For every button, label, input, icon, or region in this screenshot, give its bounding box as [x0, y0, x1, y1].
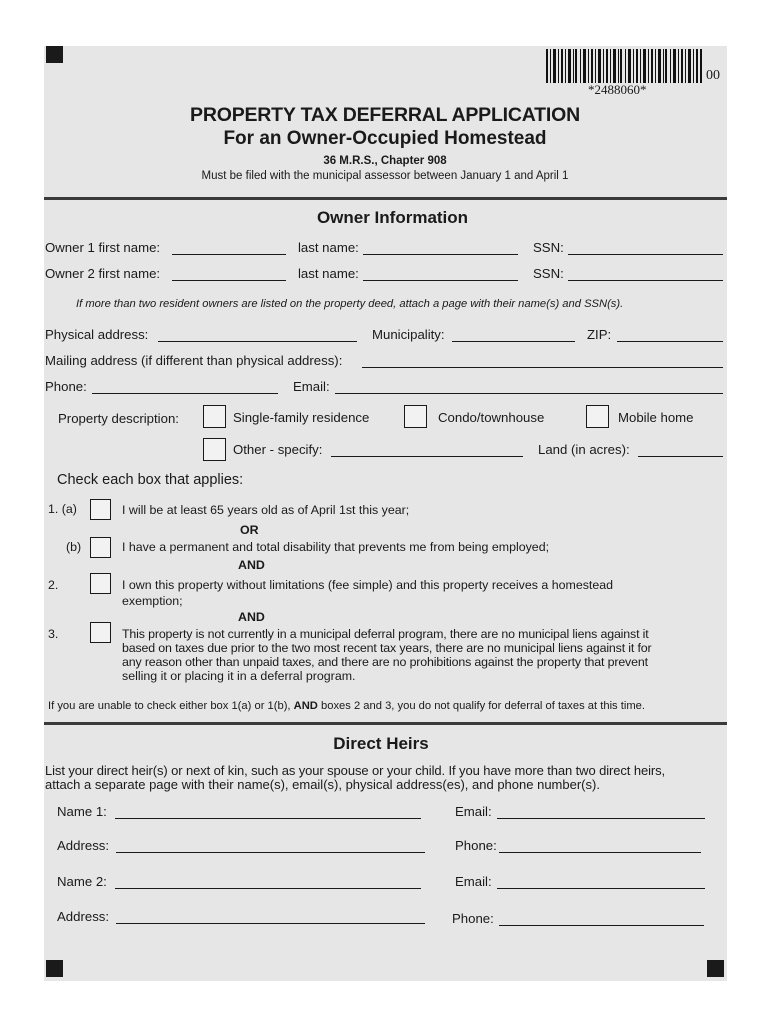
other-specify-field[interactable] [331, 456, 523, 457]
owner1-ssn-label: SSN: [533, 240, 564, 255]
mobile-home-label: Mobile home [618, 410, 694, 425]
municipality-label: Municipality: [372, 327, 445, 342]
heir1-phone-field[interactable] [499, 852, 701, 853]
disclaimer-part-a: If you are unable to check either box 1(a) or 1(b), [48, 700, 294, 712]
owner1-last-label: last name: [298, 240, 359, 255]
and-connector-1: AND [238, 558, 265, 572]
zip-label: ZIP: [587, 327, 612, 342]
section-divider [44, 197, 727, 200]
registration-mark-top-left [46, 46, 63, 63]
owner-info-heading: Owner Information [316, 208, 469, 227]
land-acres-field[interactable] [638, 456, 723, 457]
item-1b-checkbox[interactable] [90, 537, 111, 558]
owner1-last-field[interactable] [363, 254, 518, 255]
item-1b-text: I have a permanent and total disability that prevents me from being employed; [122, 540, 550, 554]
item-1b-number: (b) [66, 540, 82, 554]
item-3-checkbox[interactable] [90, 622, 111, 643]
item-2-text-line1: I own this property without limitations (fee simple) and this property receives a homestead [122, 578, 614, 592]
disclaimer-part-b: boxes 2 and 3, you do not qualify for deferral of taxes at this time. [317, 700, 645, 712]
barcode-number: *2488060* [588, 82, 647, 97]
heir2-phone-field[interactable] [499, 925, 704, 926]
owner1-first-field[interactable] [172, 254, 286, 255]
barcode-suffix: 00 [706, 68, 720, 83]
land-acres-label: Land (in acres): [538, 442, 630, 457]
owner2-first-field[interactable] [172, 280, 286, 281]
owner1-ssn-field[interactable] [568, 254, 723, 255]
mailing-address-label: Mailing address (if different than physical address): [45, 353, 343, 368]
owner2-last-label: last name: [298, 266, 359, 281]
item-2-text-line2: exemption; [122, 594, 183, 608]
heir1-email-field[interactable] [497, 818, 705, 819]
registration-mark-bottom-left [46, 960, 63, 977]
condo-label: Condo/townhouse [438, 410, 545, 425]
barcode-icon [546, 49, 702, 83]
item-3-text-line3: any reason other than unpaid taxes, and there are no prohibitions against the property that prevent [122, 655, 648, 669]
and-connector-2: AND [238, 610, 265, 624]
or-connector: OR [240, 523, 259, 537]
section-divider-heirs [44, 722, 727, 725]
item-3-text-line2: based on taxes due prior to the two most recent tax years, there are no municipal liens against it for [122, 641, 652, 655]
email-label: Email: [293, 379, 330, 394]
disclaimer-and: AND [293, 700, 318, 712]
mobile-home-checkbox[interactable] [586, 405, 609, 428]
owner2-ssn-label: SSN: [533, 266, 564, 281]
other-checkbox[interactable] [203, 438, 226, 461]
other-label: Other - specify: [233, 442, 323, 457]
eligibility-disclaimer [48, 700, 645, 712]
item-3-text-line1: This property is not currently in a municipal deferral program, there are no municipal liens against it [122, 627, 649, 641]
form-title: PROPERTY TAX DEFERRAL APPLICATION [190, 104, 580, 126]
phone-label: Phone: [45, 379, 87, 394]
owner2-first-label: Owner 2 first name: [45, 266, 161, 281]
item-1a-text: I will be at least 65 years old as of April 1st this year; [122, 503, 410, 517]
heir2-email-label: Email: [455, 874, 492, 889]
single-family-label: Single-family residence [233, 410, 370, 425]
heir1-email-label: Email: [455, 804, 492, 819]
filing-note: Must be filed with the municipal assessor between January 1 and April 1 [201, 170, 569, 182]
statute-reference: 36 M.R.S., Chapter 908 [323, 155, 447, 167]
mailing-address-field[interactable] [362, 367, 723, 368]
owner2-last-field[interactable] [363, 280, 518, 281]
item-2-checkbox[interactable] [90, 573, 111, 594]
heir1-phone-label: Phone: [455, 838, 497, 853]
item-3-number: 3. [48, 627, 59, 641]
owner1-first-label: Owner 1 first name: [45, 240, 161, 255]
form-subtitle: For an Owner-Occupied Homestead [223, 128, 547, 149]
heir1-address-field[interactable] [116, 852, 425, 853]
physical-address-label: Physical address: [45, 327, 149, 342]
heirs-intro-line1: List your direct heir(s) or next of kin, such as your spouse or your child. If you have more than two direct heirs, [45, 763, 666, 778]
physical-address-field[interactable] [158, 341, 357, 342]
heir2-phone-label: Phone: [452, 911, 494, 926]
owner2-ssn-field[interactable] [568, 280, 723, 281]
heirs-heading: Direct Heirs [333, 734, 429, 753]
municipality-field[interactable] [452, 341, 575, 342]
condo-checkbox[interactable] [404, 405, 427, 428]
heir2-email-field[interactable] [497, 888, 705, 889]
zip-field[interactable] [617, 341, 723, 342]
phone-field[interactable] [92, 393, 278, 394]
heir2-name-label: Name 2: [57, 874, 107, 889]
single-family-checkbox[interactable] [203, 405, 226, 428]
item-1a-number: 1. (a) [48, 502, 77, 516]
item-2-number: 2. [48, 578, 59, 592]
heir1-name-field[interactable] [115, 818, 421, 819]
heir2-address-field[interactable] [116, 923, 425, 924]
heir2-name-field[interactable] [115, 888, 421, 889]
email-field[interactable] [335, 393, 723, 394]
property-description-label: Property description: [58, 411, 179, 426]
item-1a-checkbox[interactable] [90, 499, 111, 520]
heir2-address-label: Address: [57, 909, 110, 924]
check-intro: Check each box that applies: [57, 472, 244, 488]
item-3-text-line4: selling it or placing it in a deferral program. [122, 669, 356, 683]
heir1-address-label: Address: [57, 838, 110, 853]
heir1-name-label: Name 1: [57, 804, 107, 819]
registration-mark-bottom-right [707, 960, 724, 977]
heirs-intro-line2: attach a separate page with their name(s), email(s), physical address(es), and phone number(s). [45, 777, 600, 792]
additional-owners-note: If more than two resident owners are listed on the property deed, attach a page with their name(s) and SSN(s). [76, 298, 624, 310]
